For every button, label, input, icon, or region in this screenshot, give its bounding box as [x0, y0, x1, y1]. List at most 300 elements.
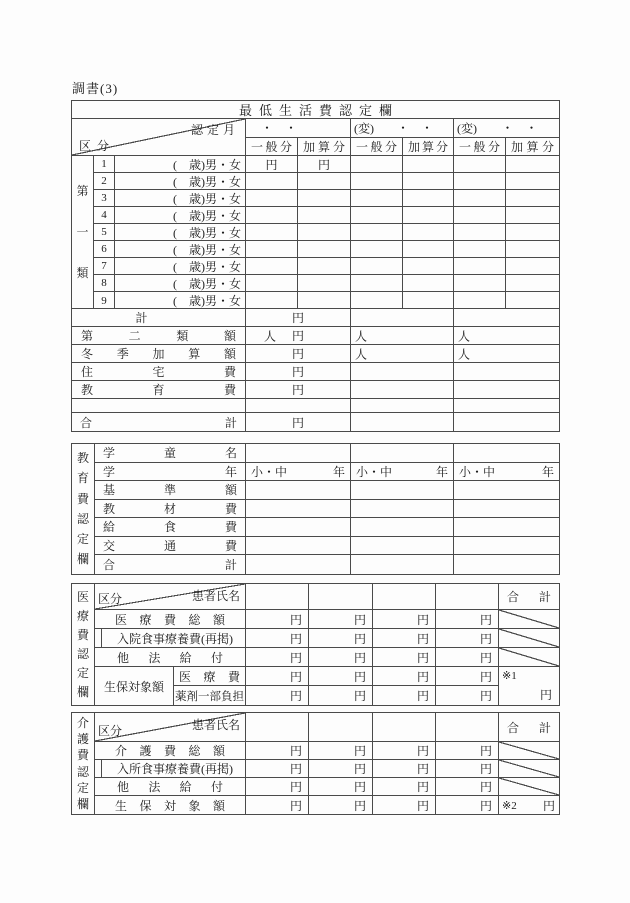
amount-cell — [506, 258, 559, 274]
seiho-label: 生保対象額 — [95, 667, 174, 705]
amount-cell — [246, 190, 298, 206]
seiho-block — [95, 667, 559, 705]
other-law-row — [95, 778, 559, 796]
band-char: 一 — [76, 225, 89, 239]
amount-cell — [454, 224, 506, 240]
class1-body — [72, 156, 559, 309]
amount-cell — [298, 190, 351, 206]
subcol-header: 加算分 — [511, 139, 554, 154]
value-cell — [246, 500, 351, 518]
table1-title: 最低生活費認定欄 — [238, 103, 399, 118]
amount-cell — [506, 292, 559, 309]
yen-cell: 円 — [309, 610, 373, 628]
yen-cell: 円 — [373, 610, 436, 628]
sum-row-blank — [72, 399, 559, 413]
band-char: 費 — [76, 628, 89, 642]
lunch-row — [95, 518, 559, 537]
sum-row-label: 教育費 — [72, 381, 246, 398]
amount-cell — [506, 207, 559, 223]
amount-cell — [403, 207, 454, 223]
sum-row-label — [72, 399, 246, 412]
band-char: 護 — [76, 732, 89, 747]
unit-yen: 円 — [291, 311, 304, 325]
sum-row-housing — [72, 363, 559, 381]
sub-row-label: 医療費 — [174, 667, 246, 685]
value-cell — [246, 537, 351, 555]
yen-cell: 円 — [436, 742, 499, 759]
class1-row — [94, 258, 559, 275]
slash-cell — [499, 629, 559, 647]
band-char: 費 — [76, 748, 89, 763]
yen-cell: 円 — [373, 667, 436, 685]
amount-cell — [246, 381, 351, 398]
row-number: 7 — [94, 258, 115, 274]
band-char: 育 — [76, 471, 89, 486]
amount-cell — [298, 258, 351, 274]
yen-cell: 円 — [309, 742, 373, 759]
row-label: 入所食事療養費(再掲) — [95, 760, 246, 777]
amount-cell — [454, 309, 559, 326]
yen-cell: 円 — [309, 796, 373, 814]
sum-row-label: 冬季加算額 — [72, 345, 246, 362]
medical-header-row — [95, 584, 559, 610]
amount-cell — [403, 258, 454, 274]
patient-column — [373, 713, 436, 741]
yen-cell: 円 — [436, 778, 499, 795]
value-cell — [454, 444, 559, 462]
amount-cell — [246, 363, 351, 380]
unit-yen: 円 — [539, 688, 552, 702]
class1-row — [94, 275, 559, 292]
care-total-row — [95, 742, 559, 760]
row-label: 基準額 — [95, 481, 246, 499]
yen-cell: 円 — [436, 648, 499, 666]
care-cost-table — [71, 712, 560, 815]
amount-cell — [454, 399, 559, 412]
medical-total-row — [95, 610, 559, 629]
medical-band — [72, 584, 95, 705]
grade-options: 小・中 — [251, 464, 288, 479]
table1-corner-cell — [72, 119, 246, 155]
corner-label-category: 区分 — [79, 139, 116, 153]
amount-cell — [246, 399, 351, 412]
age-gender-label: ( 歳)男・女 — [115, 275, 246, 291]
age-gender-label: ( 歳)男・女 — [115, 292, 246, 309]
materials-row — [95, 500, 559, 519]
patient-column — [309, 713, 373, 741]
yen-cell: 円 — [309, 686, 373, 705]
patient-name-label: 患者氏名 — [191, 589, 240, 603]
other-law-row — [95, 648, 559, 667]
amount-cell — [454, 241, 506, 257]
row-label: 他法給付 — [95, 778, 246, 795]
amount-cell — [246, 224, 298, 240]
patient-column — [309, 584, 373, 609]
base-amount-row — [95, 481, 559, 500]
unit-yen: 円 — [291, 383, 304, 397]
value-cell — [246, 444, 351, 462]
patient-column — [246, 713, 309, 741]
class1-row — [94, 207, 559, 224]
value-cell — [351, 481, 454, 499]
sum-row-label: 合計 — [72, 413, 246, 431]
amount-cell — [246, 292, 298, 309]
class1-row — [94, 292, 559, 309]
row-label: 給食費 — [95, 518, 246, 536]
amount-cell — [246, 309, 351, 326]
grade-cell — [351, 463, 454, 481]
band-char: 医 — [76, 590, 89, 604]
band-char: 定 — [76, 666, 89, 680]
amount-cell — [351, 241, 403, 257]
amount-cell — [298, 241, 351, 257]
category-label: 区分 — [98, 592, 123, 606]
slash-cell — [499, 760, 559, 777]
unit-yen: 円 — [291, 329, 304, 343]
amount-cell — [506, 156, 559, 172]
seiho-row — [95, 796, 559, 814]
min-living-cost-table — [71, 100, 560, 432]
slash-cell — [499, 742, 559, 759]
amount-cell — [506, 190, 559, 206]
sum-row-label: 計 — [72, 309, 246, 326]
amount-cell — [506, 173, 559, 189]
transport-row — [95, 537, 559, 556]
row-number: 2 — [94, 173, 115, 189]
yen-cell: 円 — [436, 610, 499, 628]
amount-cell — [506, 241, 559, 257]
yen-cell: 円 — [246, 760, 309, 777]
row-label: 生保対象額 — [95, 796, 246, 814]
sum-row-education — [72, 381, 559, 399]
unit-yen: 円 — [291, 347, 304, 361]
variant-prefix: (変) — [457, 121, 477, 136]
month-group-header-2 — [351, 119, 454, 137]
variant-prefix: (変) — [354, 121, 374, 136]
yen-cell: 円 — [246, 778, 309, 795]
row-label: 教材費 — [95, 500, 246, 518]
value-cell — [454, 518, 559, 536]
amount-cell — [246, 258, 298, 274]
yen-cell: 円 — [373, 742, 436, 759]
amount-cell — [403, 241, 454, 257]
row-number: 9 — [94, 292, 115, 309]
row-label: 介護費総額 — [95, 742, 246, 759]
care-band — [72, 713, 95, 814]
yen-cell: 円 — [246, 610, 309, 628]
unit-person: 人 — [264, 329, 277, 343]
amount-cell — [351, 399, 454, 412]
total-header: 合計 — [507, 720, 551, 735]
amount-cell — [298, 292, 351, 309]
amount-cell — [298, 275, 351, 291]
grade-year-suffix: 年 — [332, 464, 345, 479]
amount-cell — [351, 363, 454, 380]
yen-cell: 円 — [436, 629, 499, 647]
amount-cell — [351, 309, 454, 326]
amount-cell — [298, 173, 351, 189]
patient-column — [436, 584, 499, 609]
amount-cell — [351, 381, 454, 398]
yen-cell: 円 — [436, 686, 499, 705]
student-name-row — [95, 444, 559, 463]
age-gender-label: ( 歳)男・女 — [115, 156, 246, 172]
patient-name-label: 患者氏名 — [191, 718, 240, 732]
grade-row — [95, 463, 559, 482]
amount-cell — [298, 207, 351, 223]
amount-cell — [454, 258, 506, 274]
amount-cell — [454, 207, 506, 223]
amount-cell — [454, 275, 506, 291]
grade-options: 小・中 — [356, 464, 393, 479]
table1-title-row — [72, 101, 559, 119]
sum-row-label: 第二類額 — [72, 327, 246, 344]
corner-label-certification-month: 認定月 — [190, 123, 239, 137]
unit-person: 人 — [355, 329, 368, 343]
slash-cell — [499, 610, 559, 628]
row-label: 他法給付 — [95, 648, 246, 666]
band-char: 欄 — [76, 685, 89, 699]
value-cell — [351, 555, 454, 574]
total-header: 合計 — [507, 590, 551, 604]
amount-cell — [403, 156, 454, 172]
age-gender-label: ( 歳)男・女 — [115, 241, 246, 257]
yen-cell: 円 — [309, 778, 373, 795]
amount-cell — [246, 345, 351, 362]
row-number: 6 — [94, 241, 115, 257]
yen-cell: 円 — [373, 686, 436, 705]
band-char: 認 — [76, 764, 89, 779]
amount-cell — [351, 327, 454, 344]
amount-cell — [454, 345, 559, 362]
row-label: 入院食事療養費(再掲) — [95, 629, 246, 647]
unit-person: 人 — [458, 347, 471, 361]
patient-corner-cell — [95, 713, 246, 741]
yen-cell: 円 — [309, 629, 373, 647]
sub-row-label: 薬剤一部負担 — [174, 686, 246, 705]
amount-cell — [246, 327, 351, 344]
band-char: 費 — [76, 491, 89, 506]
slash-cell — [499, 778, 559, 795]
yen-cell: 円 — [373, 796, 436, 814]
note-ref-1: ※1 — [502, 670, 517, 682]
value-cell — [351, 444, 454, 462]
value-cell — [454, 555, 559, 574]
band-char: 第 — [76, 184, 89, 198]
month-dots: ・ ・ — [396, 121, 433, 136]
row-label: 学年 — [95, 463, 246, 481]
yen-cell: 円 — [436, 760, 499, 777]
subcol-header: 一般分 — [351, 138, 403, 156]
unit-yen: 円 — [542, 798, 555, 813]
age-gender-label: ( 歳)男・女 — [115, 173, 246, 189]
amount-cell — [403, 275, 454, 291]
class1-row — [94, 173, 559, 190]
unit-person: 人 — [458, 329, 471, 343]
amount-cell — [351, 275, 403, 291]
grade-year-suffix: 年 — [435, 464, 448, 479]
class1-row — [94, 190, 559, 207]
amount-cell — [403, 224, 454, 240]
value-cell — [351, 518, 454, 536]
amount-cell — [351, 156, 403, 172]
age-gender-label: ( 歳)男・女 — [115, 258, 246, 274]
care-header-row — [95, 713, 559, 742]
amount-cell — [351, 345, 454, 362]
class1-row — [94, 156, 559, 173]
amount-cell — [351, 413, 454, 431]
band-char: 定 — [76, 780, 89, 795]
sum-row-total-class1 — [72, 309, 559, 327]
value-cell — [454, 481, 559, 499]
yen-cell: 円 — [246, 648, 309, 666]
subcol-header: 加算分 — [403, 138, 454, 156]
amount-cell — [246, 275, 298, 291]
subcol-header: 一般分 — [246, 138, 298, 156]
value-cell — [246, 518, 351, 536]
table1-header — [72, 119, 559, 156]
slash-cell — [499, 648, 559, 666]
yen-cell: 円 — [373, 629, 436, 647]
month-dots: ・ ・ — [260, 121, 297, 136]
yen-cell: 円 — [246, 667, 309, 685]
amount-cell — [454, 413, 559, 431]
yen-cell: 円 — [436, 796, 499, 814]
amount-cell — [454, 190, 506, 206]
amount-cell — [454, 292, 506, 309]
row-label: 学童名 — [95, 444, 246, 462]
unit-yen: 円 — [291, 415, 304, 430]
patient-column — [246, 584, 309, 609]
row-number: 5 — [94, 224, 115, 240]
hospital-meal-row — [95, 629, 559, 648]
category-label: 区分 — [98, 724, 123, 738]
band-char: 教 — [76, 451, 89, 466]
age-gender-label: ( 歳)男・女 — [115, 224, 246, 240]
total-note-cell — [499, 796, 559, 814]
doc-title: 調書(3) — [72, 81, 119, 96]
band-char: 類 — [76, 266, 89, 280]
subcol-header: 加算分 — [298, 138, 351, 156]
amount-cell — [298, 224, 351, 240]
age-gender-label: ( 歳)男・女 — [115, 207, 246, 223]
class1-band — [72, 156, 94, 308]
patient-column — [373, 584, 436, 609]
amount-cell — [454, 381, 559, 398]
row-number: 3 — [94, 190, 115, 206]
band-char: 介 — [76, 716, 89, 731]
yen-cell: 円 — [373, 760, 436, 777]
month-group-header-1 — [246, 119, 351, 137]
age-gender-label: ( 歳)男・女 — [115, 190, 246, 206]
class1-row — [94, 224, 559, 241]
amount-cell — [246, 173, 298, 189]
subcol-header: 一般分 — [454, 138, 506, 156]
band-char: 認 — [76, 511, 89, 526]
amount-cell — [454, 173, 506, 189]
month-group-header-3 — [454, 119, 559, 137]
grade-options: 小・中 — [459, 464, 496, 479]
value-cell — [351, 537, 454, 555]
yen-cell: 円 — [246, 629, 309, 647]
row-number: 1 — [94, 156, 115, 172]
amount-cell — [454, 363, 559, 380]
band-char: 欄 — [76, 552, 89, 567]
medical-cost-table — [71, 583, 560, 706]
amount-cell — [246, 207, 298, 223]
sum-row-label: 住宅費 — [72, 363, 246, 380]
band-char: 定 — [76, 532, 89, 547]
yen-cell: 円 — [309, 760, 373, 777]
yen-cell: 円 — [246, 686, 309, 705]
value-cell — [454, 537, 559, 555]
amount-cell — [246, 413, 351, 431]
unit-yen: 円 — [291, 365, 304, 379]
amount-cell — [403, 190, 454, 206]
amount-cell — [454, 327, 559, 344]
row-label: 交通費 — [95, 537, 246, 555]
grade-cell — [454, 463, 559, 481]
yen-cell: 円 — [246, 742, 309, 759]
sum-row-grand-total — [72, 413, 559, 431]
patient-column — [436, 713, 499, 741]
class1-row — [94, 241, 559, 258]
yen-cell: 円 — [309, 648, 373, 666]
yen-cell: 円 — [373, 648, 436, 666]
band-char: 認 — [76, 647, 89, 661]
amount-cell — [351, 190, 403, 206]
amount-cell — [403, 173, 454, 189]
unit-person: 人 — [355, 347, 368, 361]
value-cell — [351, 500, 454, 518]
amount-cell: 円 — [298, 156, 351, 172]
patient-corner-cell — [95, 584, 246, 609]
facility-meal-row — [95, 760, 559, 778]
sum-row-class2 — [72, 327, 559, 345]
row-label: 合計 — [95, 555, 246, 574]
value-cell — [246, 555, 351, 574]
row-number: 8 — [94, 275, 115, 291]
note-ref-2: ※2 — [502, 799, 517, 812]
month-dots: ・ ・ — [501, 121, 538, 136]
amount-cell — [351, 173, 403, 189]
yen-cell: 円 — [373, 778, 436, 795]
total-note-cell — [499, 667, 559, 705]
amount-cell — [351, 292, 403, 309]
total-row — [95, 555, 559, 574]
band-char: 療 — [76, 609, 89, 623]
yen-cell: 円 — [309, 667, 373, 685]
amount-cell: 円 — [246, 156, 298, 172]
row-label: 医療費総額 — [95, 610, 246, 628]
education-cost-table — [71, 443, 560, 575]
value-cell — [454, 500, 559, 518]
amount-cell — [506, 224, 559, 240]
amount-cell — [351, 224, 403, 240]
value-cell — [246, 481, 351, 499]
grade-cell — [246, 463, 351, 481]
yen-cell: 円 — [246, 796, 309, 814]
grade-year-suffix: 年 — [541, 464, 554, 479]
education-band — [72, 444, 95, 574]
row-number: 4 — [94, 207, 115, 223]
yen-cell: 円 — [436, 667, 499, 685]
amount-cell — [246, 241, 298, 257]
amount-cell — [351, 207, 403, 223]
amount-cell — [454, 156, 506, 172]
amount-cell — [506, 275, 559, 291]
band-char: 欄 — [76, 796, 89, 811]
